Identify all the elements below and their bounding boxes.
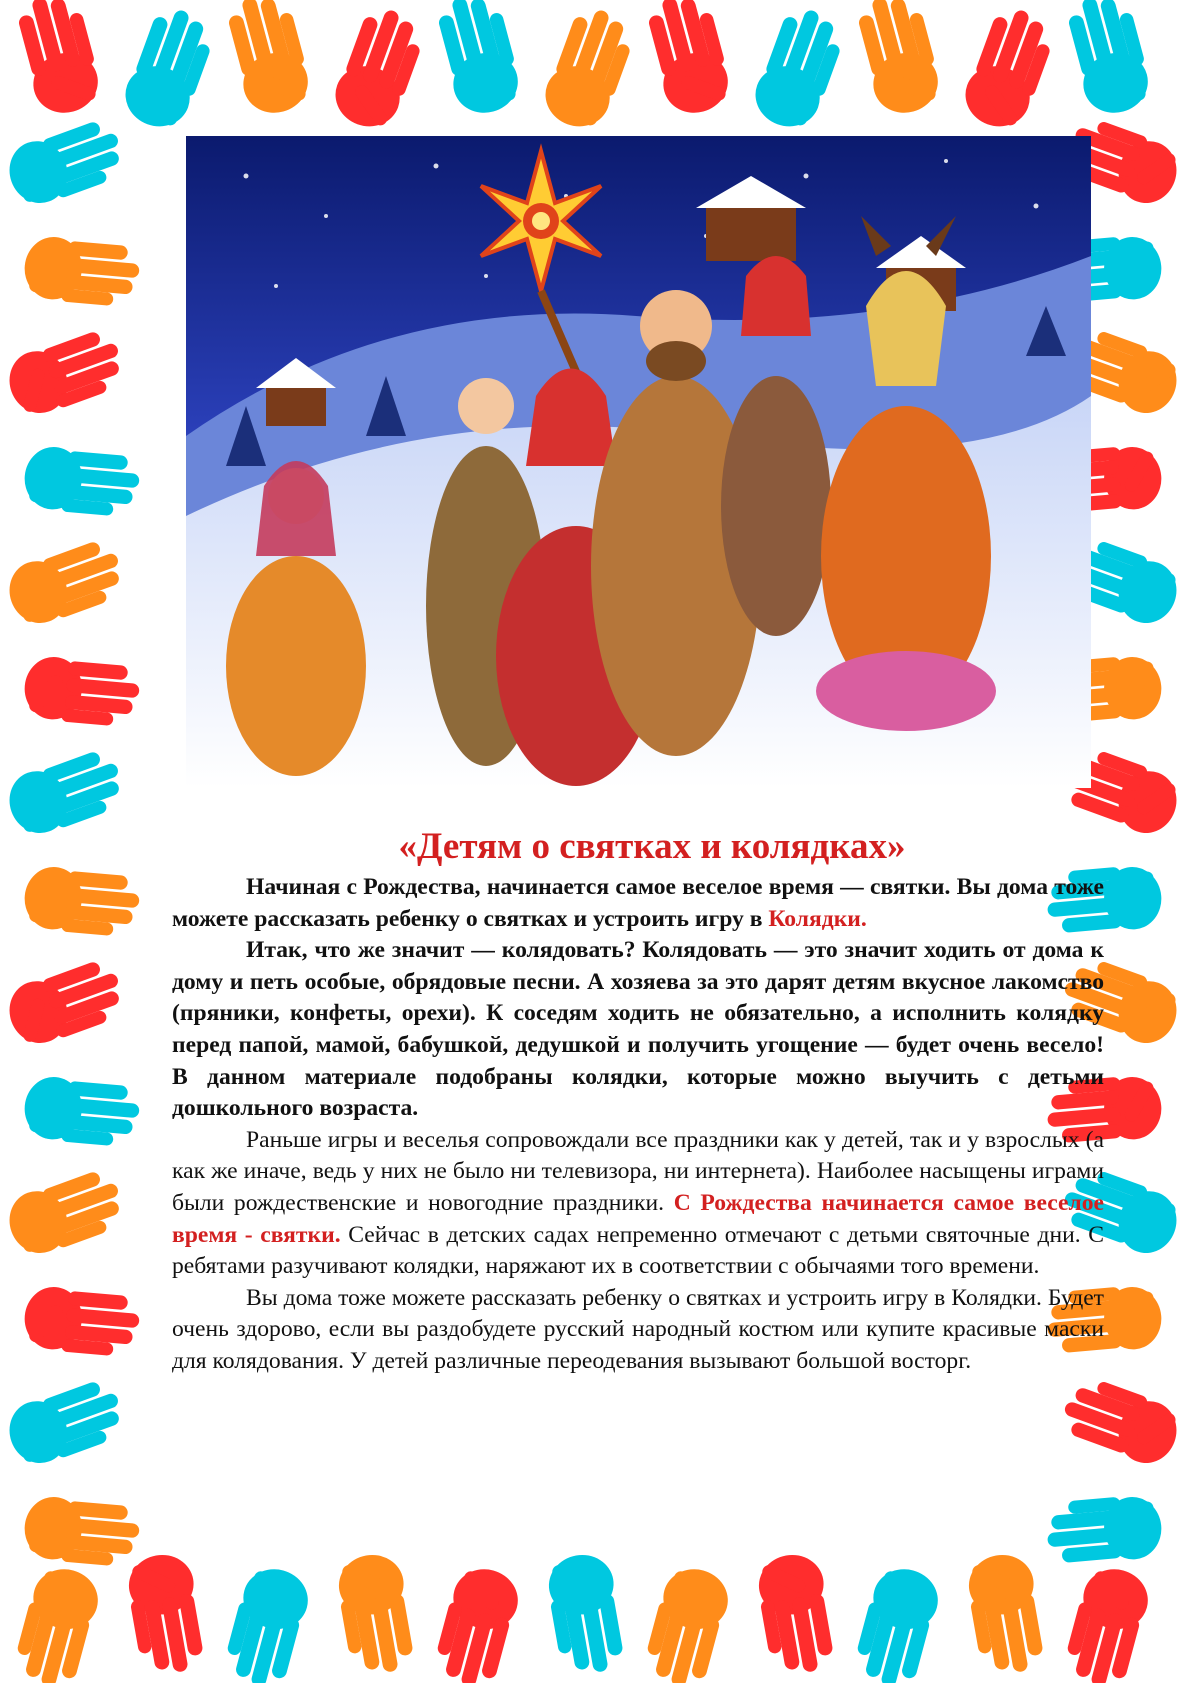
hand-icon [753, 1550, 839, 1678]
paragraph-history-text-2: Сейчас в детских садах непременно отмечают с детьми святочные дни. С ребятами разучивают колядки, наряжают их в соответствии с обычаями того времени. [172, 1221, 1105, 1280]
hand-icon [641, 0, 736, 120]
hand-icon [1061, 0, 1156, 120]
hand-icon [431, 0, 526, 120]
hand-icon [22, 445, 142, 518]
article [172, 822, 1104, 1378]
paragraph-koliadovat: Итак, что же значит — колядовать? Колядовать — это значит ходить от дома к дому и петь особые, обрядовые песни. А хозяева за это дарят детям вкусное лакомство (пряники, конфеты, орехи). К соседям ходить не обязательно, а исполнить колядку перед папой, мамой, бабушкой, дедушкой и получить угощение — будет очень весело! В данном материале подобраны колядки, которые можно выучить с детьми дошкольного возраста. [172, 937, 1104, 1122]
hand-icon [22, 235, 142, 308]
hand-icon [333, 1550, 419, 1678]
hand-icon [1, 323, 130, 422]
highlight-koliadki: Колядки. [768, 905, 867, 932]
paragraph-history-text-1: Раньше игры и веселья сопровождали все праздники как у детей, так и у взрослых (а как же иначе, ведь у них не было ни телевизора, ни интернета). Наиболее насыщены играми были рождественские и новогодние праздники. [172, 1126, 1104, 1216]
hand-icon [430, 1562, 525, 1683]
hand-icon [1, 743, 130, 842]
hand-icon [22, 1075, 142, 1148]
hand-icon [1, 1163, 130, 1262]
paragraph-intro-text: Начиная с Рождества, начинается самое веселое время — святки. Вы дома тоже можете рассказать ребенку о святках и устроить игру в [172, 874, 1104, 932]
hand-icon [957, 1, 1060, 135]
hand-icon [1056, 1372, 1185, 1471]
hand-icon [1060, 1562, 1155, 1683]
hand-icon [11, 0, 106, 120]
hand-icon [850, 1562, 945, 1683]
hand-icon [963, 1550, 1049, 1678]
paragraph-intro [172, 872, 1104, 935]
paragraph-history [172, 1125, 1104, 1283]
hand-icon [747, 1, 850, 135]
hand-icon [640, 1562, 735, 1683]
hand-icon [22, 655, 142, 728]
page-title: «Детям о святках и колядках» [398, 826, 906, 867]
hand-icon [123, 1550, 209, 1678]
paragraph-home: Вы дома тоже можете рассказать ребенку о святках и устроить игру в Колядки. Будет очень здорово, если вы раздобудете русский народный костюм или купите красивые маски для колядования. У детей различные переодевания вызывают большой восторг. [172, 1284, 1104, 1374]
hand-icon [851, 0, 946, 120]
hand-icon [22, 865, 142, 938]
hand-icon [1, 113, 130, 212]
hand-icon [22, 1495, 142, 1568]
hand-icon [327, 1, 430, 135]
hand-icon [1, 1373, 130, 1472]
hand-icon [22, 1285, 142, 1358]
highlight-sviatki: С Рождества начинается самое веселое время - святки. [172, 1189, 1104, 1248]
hand-icon [220, 1562, 315, 1683]
hand-icon [537, 1, 640, 135]
hand-icon [1044, 1493, 1164, 1566]
hand-icon [10, 1562, 105, 1683]
hand-icon [221, 0, 316, 120]
hand-icon [1, 533, 130, 632]
hand-icon [1, 953, 130, 1052]
hand-icon [543, 1550, 629, 1678]
hand-icon [117, 1, 220, 135]
carolers-illustration [186, 136, 1091, 788]
